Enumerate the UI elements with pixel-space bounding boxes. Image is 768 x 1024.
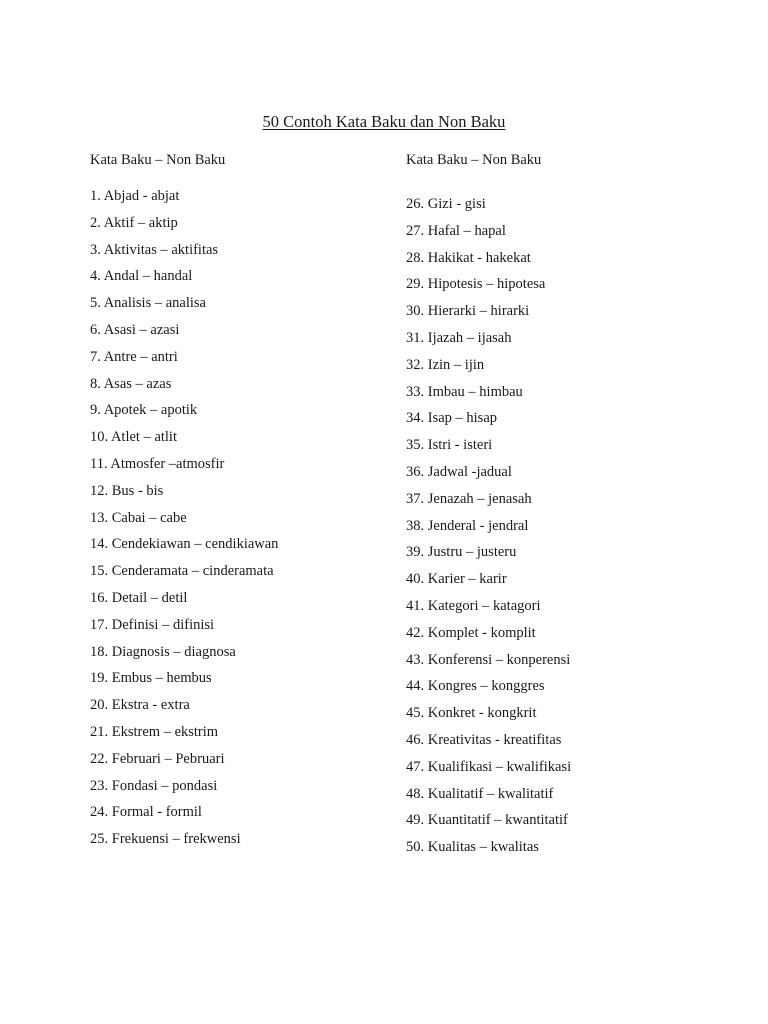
- word-pair-item: 13. Cabai – cabe: [90, 509, 187, 526]
- word-pair-item: 30. Hierarki – hirarki: [406, 303, 530, 320]
- word-pair-item: 23. Fondasi – pondasi: [90, 777, 218, 794]
- word-pair-item: 4. Andal – handal: [90, 268, 193, 285]
- word-pair-item: 46. Kreativitas - kreatifitas: [406, 731, 562, 748]
- word-pair-item: 19. Embus – hembus: [90, 670, 212, 687]
- word-pair-item: 38. Jenderal - jendral: [406, 517, 529, 534]
- word-pair-item: 15. Cenderamata – cinderamata: [90, 563, 274, 580]
- word-pair-item: 6. Asasi – azasi: [90, 321, 180, 338]
- left-column-header: Kata Baku – Non Baku: [90, 152, 226, 168]
- right-word-list: [406, 194, 571, 864]
- word-pair-item: 33. Imbau – himbau: [406, 383, 523, 400]
- word-pair-item: 29. Hipotesis – hipotesa: [406, 276, 546, 293]
- word-pair-item: 28. Hakikat - hakekat: [406, 249, 531, 266]
- word-pair-item: 26. Gizi - gisi: [406, 196, 486, 212]
- word-pair-item: 41. Kategori – katagori: [406, 597, 541, 614]
- word-pair-item: 36. Jadwal -jadual: [406, 463, 512, 480]
- word-pair-item: 44. Kongres – konggres: [406, 678, 545, 695]
- word-pair-item: 27. Hafal – hapal: [406, 222, 506, 239]
- left-column: [90, 150, 278, 856]
- word-pair-item: 31. Ijazah – ijasah: [406, 329, 512, 346]
- word-pair-item: 2. Aktif – aktip: [90, 214, 178, 231]
- word-pair-item: 45. Konkret - kongkrit: [406, 705, 537, 722]
- word-pair-item: 40. Karier – karir: [406, 571, 507, 588]
- word-pair-item: 20. Ekstra - extra: [90, 697, 190, 714]
- word-pair-item: 14. Cendekiawan – cendikiawan: [90, 536, 279, 553]
- word-pair-item: 50. Kualitas – kwalitas: [406, 839, 539, 856]
- word-pair-item: 22. Februari – Pebruari: [90, 750, 225, 767]
- word-pair-item: 5. Analisis – analisa: [90, 295, 206, 312]
- word-pair-item: 35. Istri - isteri: [406, 437, 493, 454]
- left-word-list: [90, 186, 278, 856]
- word-pair-item: 11. Atmosfer –atmosfir: [90, 455, 225, 472]
- word-pair-item: 34. Isap – hisap: [406, 410, 498, 427]
- word-pair-item: 18. Diagnosis – diagnosa: [90, 643, 236, 660]
- word-pair-item: 47. Kualifikasi – kwalifikasi: [406, 758, 572, 775]
- word-pair-item: 37. Jenazah – jenasah: [406, 490, 532, 507]
- word-pair-item: 48. Kualitatif – kwalitatif: [406, 785, 554, 802]
- word-pair-item: 21. Ekstrem – ekstrim: [90, 723, 219, 740]
- word-pair-item: 24. Formal - formil: [90, 804, 202, 821]
- word-pair-item: 17. Definisi – difinisi: [90, 616, 215, 633]
- word-pair-item: 16. Detail – detil: [90, 589, 188, 606]
- word-pair-item: 9. Apotek – apotik: [90, 402, 198, 419]
- word-pair-item: 39. Justru – justeru: [406, 544, 517, 561]
- word-pair-item: 25. Frekuensi – frekwensi: [90, 831, 241, 848]
- word-pair-item: 1. Abjad - abjat: [90, 188, 180, 204]
- document-title: 50 Contoh Kata Baku dan Non Baku: [262, 112, 506, 131]
- word-pair-item: 8. Asas – azas: [90, 375, 172, 392]
- right-column-header: Kata Baku – Non Baku: [406, 152, 542, 168]
- right-column: [406, 150, 571, 864]
- word-pair-item: 12. Bus - bis: [90, 482, 164, 499]
- word-pair-item: 43. Konferensi – konperensi: [406, 651, 571, 668]
- word-pair-item: 32. Izin – ijin: [406, 356, 485, 373]
- word-pair-item: 10. Atlet – atlit: [90, 429, 177, 446]
- word-pair-item: 3. Aktivitas – aktifitas: [90, 241, 219, 258]
- word-pair-item: 42. Komplet - komplit: [406, 624, 536, 641]
- word-pair-item: 49. Kuantitatif – kwantitatif: [406, 812, 568, 829]
- word-pair-item: 7. Antre – antri: [90, 348, 178, 365]
